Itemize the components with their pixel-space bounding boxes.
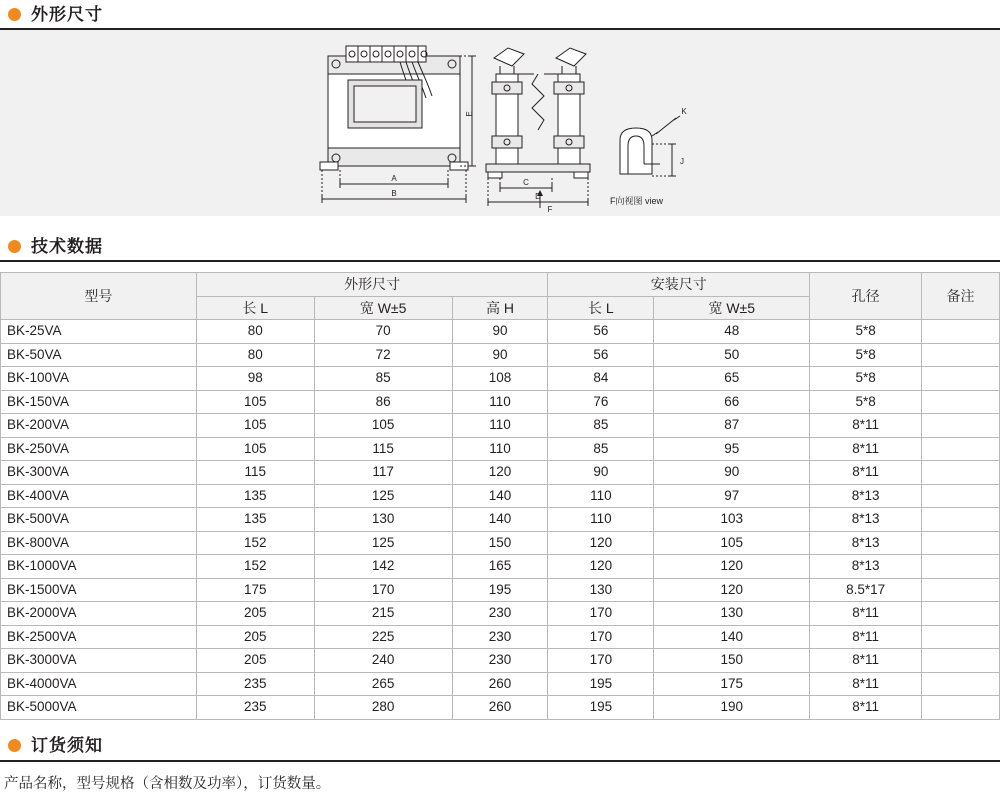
cell-hole: 5*8 [810, 367, 922, 391]
cell-outline-l: 152 [196, 555, 314, 579]
cell-outline-w: 85 [314, 367, 452, 391]
cell-outline-w: 130 [314, 508, 452, 532]
cell-install-l: 110 [548, 508, 654, 532]
cell-outline-l: 235 [196, 696, 314, 720]
cell-outline-w: 215 [314, 602, 452, 626]
f-view-caption: F向视图 view [610, 196, 664, 206]
th-install-w: 宽 W±5 [654, 296, 810, 320]
cell-install-l: 130 [548, 578, 654, 602]
cell-outline-w: 225 [314, 625, 452, 649]
cell-outline-w: 240 [314, 649, 452, 673]
cell-note [922, 508, 1000, 532]
outline-drawing [300, 36, 720, 212]
cell-outline-w: 280 [314, 696, 452, 720]
cell-outline-h: 90 [452, 343, 548, 367]
cell-outline-w: 86 [314, 390, 452, 414]
dim-label-d: D [535, 192, 541, 201]
cell-outline-w: 115 [314, 437, 452, 461]
cell-hole: 5*8 [810, 390, 922, 414]
cell-outline-l: 205 [196, 602, 314, 626]
table-row [1, 625, 1000, 649]
cell-install-w: 95 [654, 437, 810, 461]
cell-note [922, 437, 1000, 461]
table-row [1, 320, 1000, 344]
table-row [1, 578, 1000, 602]
cell-outline-l: 80 [196, 343, 314, 367]
cell-install-w: 140 [654, 625, 810, 649]
cell-note [922, 461, 1000, 485]
cell-hole: 5*8 [810, 343, 922, 367]
cell-outline-h: 140 [452, 508, 548, 532]
cell-hole: 8*11 [810, 696, 922, 720]
cell-outline-w: 125 [314, 484, 452, 508]
cell-outline-l: 135 [196, 484, 314, 508]
table-row [1, 484, 1000, 508]
cell-model: BK-400VA [1, 484, 197, 508]
cell-outline-l: 98 [196, 367, 314, 391]
cell-note [922, 649, 1000, 673]
cell-outline-l: 115 [196, 461, 314, 485]
table-row [1, 390, 1000, 414]
cell-hole: 8.5*17 [810, 578, 922, 602]
dim-label-f: F [547, 205, 553, 212]
cell-outline-l: 135 [196, 508, 314, 532]
dim-label-a: A [391, 174, 397, 183]
cell-note [922, 320, 1000, 344]
section-header-order [0, 732, 1000, 762]
table-row [1, 602, 1000, 626]
cell-model: BK-4000VA [1, 672, 197, 696]
cell-install-w: 87 [654, 414, 810, 438]
table-head [1, 273, 1000, 320]
th-hole: 孔径 [810, 273, 922, 320]
tech-data-table [0, 272, 1000, 720]
table-row [1, 461, 1000, 485]
cell-hole: 5*8 [810, 320, 922, 344]
outline-drawing-panel [0, 30, 1000, 216]
order-notice-text: 产品名称，型号规格（含相数及功率），订货数量。 [4, 775, 331, 792]
cell-outline-w: 70 [314, 320, 452, 344]
cell-install-l: 195 [548, 696, 654, 720]
cell-model: BK-2500VA [1, 625, 197, 649]
cell-model: BK-250VA [1, 437, 197, 461]
cell-outline-l: 175 [196, 578, 314, 602]
cell-note [922, 555, 1000, 579]
th-outline-w: 宽 W±5 [314, 296, 452, 320]
dim-label-e: E [465, 111, 474, 117]
cell-model: BK-800VA [1, 531, 197, 555]
cell-model: BK-500VA [1, 508, 197, 532]
cell-install-w: 97 [654, 484, 810, 508]
dim-label-c: C [523, 178, 529, 187]
cell-outline-l: 152 [196, 531, 314, 555]
cell-outline-w: 170 [314, 578, 452, 602]
table-body [1, 320, 1000, 720]
cell-install-w: 175 [654, 672, 810, 696]
cell-model: BK-2000VA [1, 602, 197, 626]
tech-table-wrap [0, 272, 1000, 720]
cell-outline-h: 150 [452, 531, 548, 555]
table-row [1, 696, 1000, 720]
cell-note [922, 672, 1000, 696]
cell-outline-h: 195 [452, 578, 548, 602]
cell-outline-h: 110 [452, 414, 548, 438]
cell-note [922, 531, 1000, 555]
cell-hole: 8*11 [810, 414, 922, 438]
cell-outline-l: 235 [196, 672, 314, 696]
cell-note [922, 602, 1000, 626]
cell-model: BK-3000VA [1, 649, 197, 673]
cell-install-l: 84 [548, 367, 654, 391]
cell-install-w: 120 [654, 578, 810, 602]
cell-install-l: 56 [548, 320, 654, 344]
cell-hole: 8*11 [810, 461, 922, 485]
cell-model: BK-1500VA [1, 578, 197, 602]
cell-hole: 8*13 [810, 508, 922, 532]
th-note: 备注 [922, 273, 1000, 320]
cell-hole: 8*11 [810, 602, 922, 626]
cell-outline-l: 105 [196, 437, 314, 461]
cell-outline-l: 205 [196, 625, 314, 649]
cell-install-w: 130 [654, 602, 810, 626]
table-row [1, 367, 1000, 391]
section-title-tech: 技术数据 [31, 236, 103, 256]
table-row [1, 672, 1000, 696]
cell-outline-w: 142 [314, 555, 452, 579]
dim-label-k: K [681, 107, 687, 116]
cell-hole: 8*13 [810, 484, 922, 508]
section-header-tech [0, 232, 1000, 262]
th-install-l: 长 L [548, 296, 654, 320]
cell-install-l: 170 [548, 625, 654, 649]
cell-outline-h: 140 [452, 484, 548, 508]
cell-install-w: 90 [654, 461, 810, 485]
bullet-icon [8, 240, 21, 253]
cell-install-l: 110 [548, 484, 654, 508]
cell-outline-w: 105 [314, 414, 452, 438]
cell-note [922, 484, 1000, 508]
cell-install-w: 65 [654, 367, 810, 391]
table-row [1, 649, 1000, 673]
cell-note [922, 367, 1000, 391]
cell-model: BK-25VA [1, 320, 197, 344]
cell-model: BK-200VA [1, 414, 197, 438]
dim-label-j: J [680, 157, 684, 166]
cell-install-l: 120 [548, 555, 654, 579]
cell-install-l: 76 [548, 390, 654, 414]
cell-hole: 8*11 [810, 649, 922, 673]
cell-outline-w: 265 [314, 672, 452, 696]
bullet-icon [8, 8, 21, 21]
section-header-outline [0, 0, 1000, 30]
cell-outline-h: 260 [452, 672, 548, 696]
cell-outline-l: 80 [196, 320, 314, 344]
cell-install-w: 150 [654, 649, 810, 673]
cell-outline-h: 120 [452, 461, 548, 485]
cell-outline-l: 205 [196, 649, 314, 673]
cell-model: BK-50VA [1, 343, 197, 367]
cell-model: BK-150VA [1, 390, 197, 414]
cell-install-w: 190 [654, 696, 810, 720]
cell-outline-h: 230 [452, 625, 548, 649]
cell-install-w: 50 [654, 343, 810, 367]
cell-outline-h: 108 [452, 367, 548, 391]
th-outline-group: 外形尺寸 [196, 273, 548, 297]
th-outline-l: 长 L [196, 296, 314, 320]
cell-note [922, 343, 1000, 367]
cell-hole: 8*13 [810, 531, 922, 555]
cell-install-w: 105 [654, 531, 810, 555]
th-model: 型号 [1, 273, 197, 320]
cell-install-w: 66 [654, 390, 810, 414]
cell-hole: 8*13 [810, 555, 922, 579]
cell-install-l: 56 [548, 343, 654, 367]
cell-outline-l: 105 [196, 390, 314, 414]
table-header-row-1 [1, 273, 1000, 297]
cell-model: BK-300VA [1, 461, 197, 485]
cell-outline-w: 72 [314, 343, 452, 367]
section-title-order: 订货须知 [31, 736, 103, 755]
cell-note [922, 696, 1000, 720]
dim-label-b: B [391, 189, 397, 198]
cell-model: BK-1000VA [1, 555, 197, 579]
cell-outline-h: 110 [452, 390, 548, 414]
cell-note [922, 390, 1000, 414]
cell-note [922, 625, 1000, 649]
cell-outline-h: 230 [452, 602, 548, 626]
th-outline-h: 高 H [452, 296, 548, 320]
cell-outline-w: 125 [314, 531, 452, 555]
cell-outline-h: 110 [452, 437, 548, 461]
cell-hole: 8*11 [810, 672, 922, 696]
cell-note [922, 578, 1000, 602]
cell-outline-h: 230 [452, 649, 548, 673]
cell-install-w: 103 [654, 508, 810, 532]
cell-install-l: 90 [548, 461, 654, 485]
cell-outline-l: 105 [196, 414, 314, 438]
th-install-group: 安装尺寸 [548, 273, 810, 297]
cell-outline-h: 260 [452, 696, 548, 720]
cell-install-l: 195 [548, 672, 654, 696]
cell-install-l: 170 [548, 602, 654, 626]
cell-install-l: 85 [548, 437, 654, 461]
section-title-outline: 外形尺寸 [31, 4, 103, 24]
cell-model: BK-100VA [1, 367, 197, 391]
bullet-icon [8, 739, 21, 752]
cell-hole: 8*11 [810, 625, 922, 649]
cell-install-w: 48 [654, 320, 810, 344]
table-row [1, 555, 1000, 579]
table-row [1, 414, 1000, 438]
cell-install-l: 120 [548, 531, 654, 555]
cell-install-w: 120 [654, 555, 810, 579]
cell-outline-w: 117 [314, 461, 452, 485]
transformer-drawing-svg [300, 36, 720, 212]
cell-install-l: 85 [548, 414, 654, 438]
table-row [1, 508, 1000, 532]
table-row [1, 343, 1000, 367]
table-row [1, 437, 1000, 461]
table-row [1, 531, 1000, 555]
cell-hole: 8*11 [810, 437, 922, 461]
cell-model: BK-5000VA [1, 696, 197, 720]
cell-outline-h: 165 [452, 555, 548, 579]
cell-install-l: 170 [548, 649, 654, 673]
cell-note [922, 414, 1000, 438]
cell-outline-h: 90 [452, 320, 548, 344]
